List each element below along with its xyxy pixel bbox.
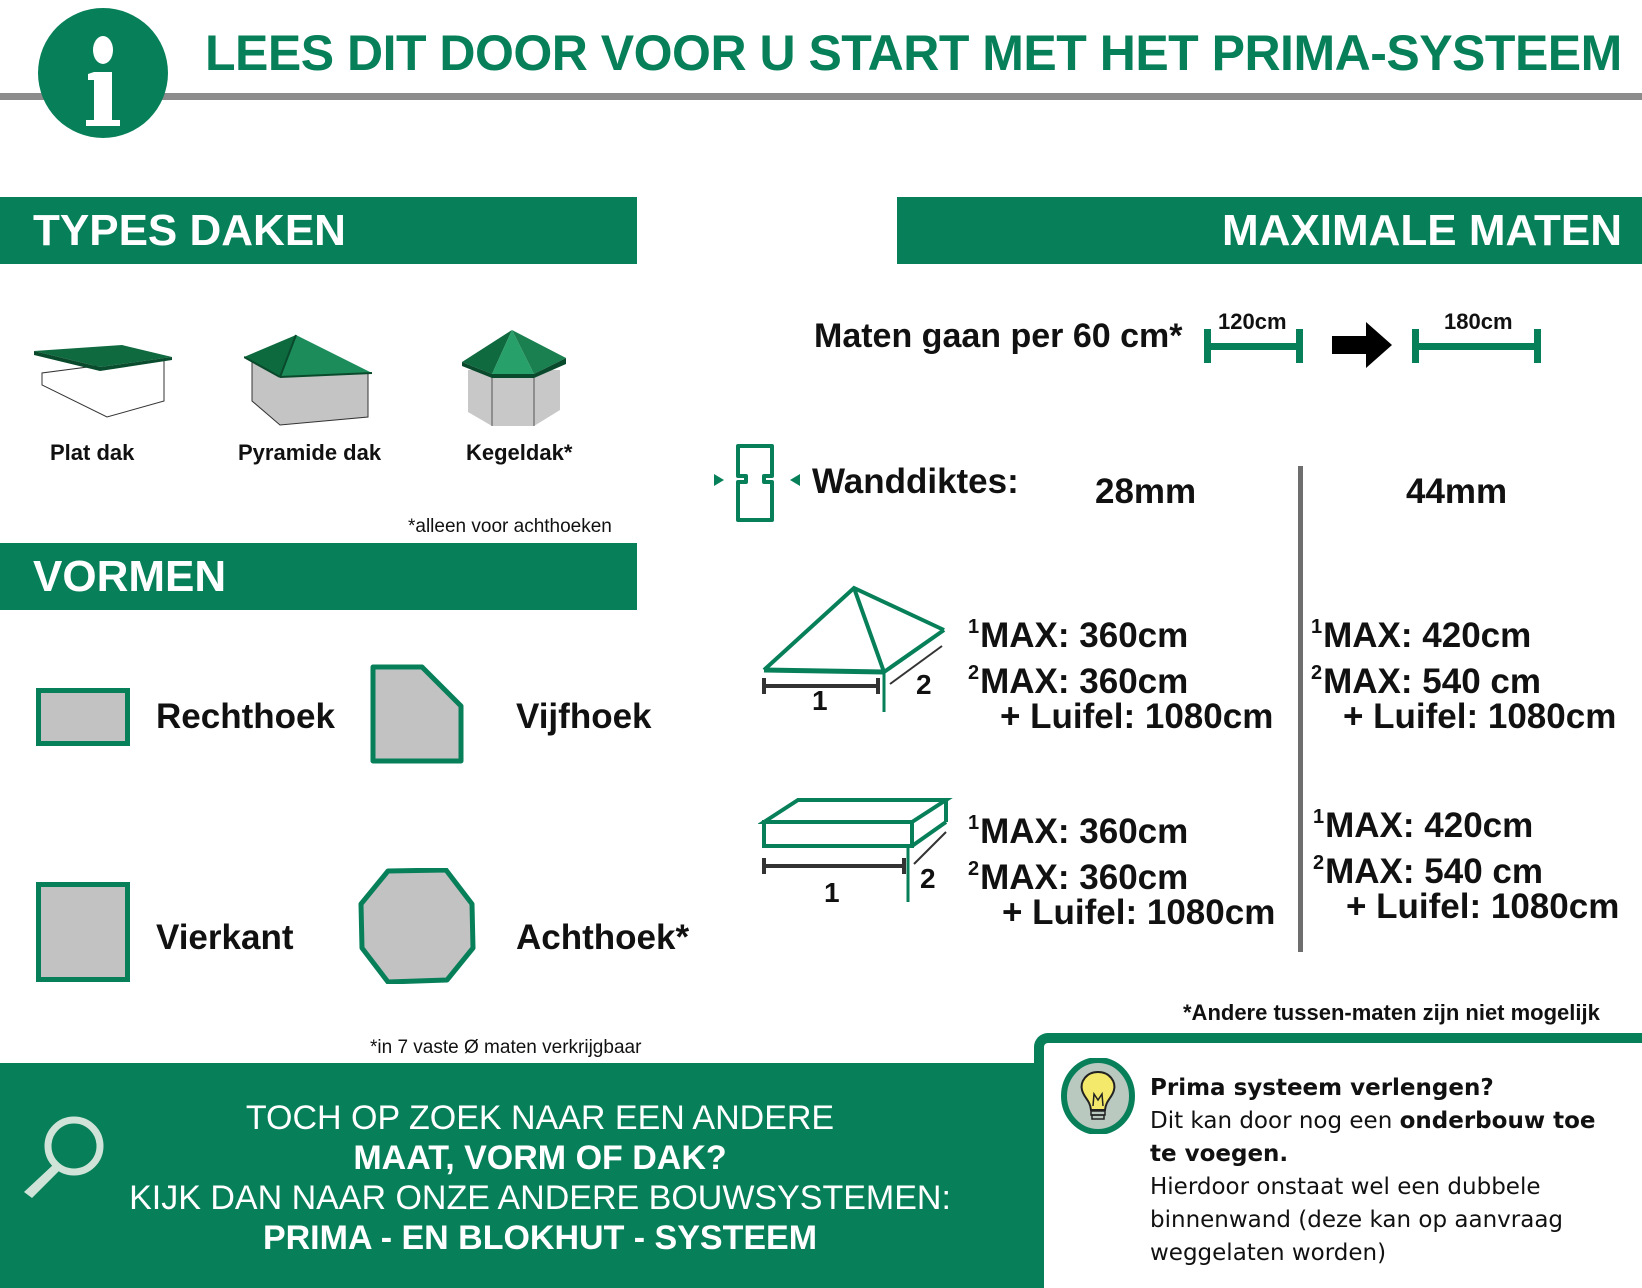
- row1-44-max1: $^1$MAX: 420cm: [1311, 616, 1532, 655]
- roof-label-kegeldak: Kegeldak*: [466, 440, 573, 465]
- svg-text:2: 2: [916, 669, 932, 700]
- wall-profile-icon: [712, 440, 802, 529]
- rectangle-shape-icon: [36, 688, 130, 751]
- thickness-44mm: 44mm: [1406, 472, 1508, 511]
- sizes-footnote: *Andere tussen-maten zijn niet mogelijk: [1183, 1000, 1600, 1025]
- svg-text:1: 1: [812, 685, 828, 714]
- thickness-28mm: 28mm: [1095, 472, 1197, 511]
- shape-footnote: *in 7 vaste Ø maten verkrijgbaar: [370, 1037, 642, 1058]
- row2-44-luifel: + Luifel: 1080cm: [1346, 887, 1620, 926]
- cta-line-1: TOCH OP ZOEK NAAR EEN ANDERE: [245, 1099, 835, 1137]
- info-icon: [38, 8, 168, 138]
- roof-footnote: *alleen voor achthoeken: [408, 516, 612, 537]
- header-divider-line: [0, 93, 1642, 100]
- tip-title: Prima systeem verlengen?: [1150, 1075, 1494, 1101]
- dimension-bar-120-icon: [1202, 327, 1306, 372]
- row1-44-luifel: + Luifel: 1080cm: [1343, 697, 1617, 736]
- pyramid-roof-outline-icon: [758, 584, 958, 719]
- svg-text:1: 1: [824, 877, 840, 908]
- flat-roof-icon: [32, 335, 172, 425]
- step-size-label: Maten gaan per 60 cm*: [814, 317, 1183, 355]
- cta-line-3: KIJK DAN NAAR ONZE ANDERE BOUWSYSTEMEN:: [129, 1179, 951, 1217]
- cone-roof-icon: [462, 330, 570, 428]
- arrow-right-icon: [1332, 322, 1394, 373]
- section-header-maximale-maten: MAXIMALE MATEN: [897, 197, 1642, 264]
- section-header-vormen: VORMEN: [0, 543, 637, 610]
- cta-line-2: MAAT, VORM OF DAK?: [353, 1139, 727, 1177]
- roof-label-plat-dak: Plat dak: [50, 440, 135, 465]
- row2-44-max2: $^2$MAX: 540 cm: [1313, 852, 1543, 891]
- row1-44-max2: $^2$MAX: 540 cm: [1311, 662, 1541, 701]
- row2-44-max1: $^1$MAX: 420cm: [1313, 806, 1534, 845]
- column-divider: [1298, 466, 1303, 952]
- shape-label-vijfhoek: Vijfhoek: [516, 697, 652, 736]
- pyramid-roof-icon: [244, 333, 380, 428]
- flat-roof-outline-icon: [758, 792, 958, 917]
- step-from-label: 120cm: [1218, 309, 1287, 334]
- tip-body-2: Hierdoor onstaat wel een dubbele binnenwand (deze kan op aanvraag weggelaten worden): [1150, 1174, 1564, 1266]
- page-title: LEES DIT DOOR VOOR U START MET HET PRIMA-SYSTEEM: [205, 25, 1622, 81]
- tip-text: [1150, 1072, 1630, 1270]
- svg-text:2: 2: [920, 863, 936, 894]
- wall-thickness-label: Wanddiktes:: [812, 462, 1019, 501]
- shape-label-vierkant: Vierkant: [156, 918, 294, 957]
- step-to-label: 180cm: [1444, 309, 1513, 334]
- shape-label-rechthoek: Rechthoek: [156, 697, 335, 736]
- lightbulb-icon: [1060, 1058, 1136, 1134]
- roof-label-pyramide-dak: Pyramide dak: [238, 440, 382, 465]
- section-header-types-daken: TYPES DAKEN: [0, 197, 637, 264]
- row2-28-luifel: + Luifel: 1080cm: [1002, 893, 1276, 932]
- square-shape-icon: [36, 882, 130, 987]
- shape-label-achthoek: Achthoek*: [516, 918, 690, 957]
- row1-28-max1: $^1$MAX: 360cm: [968, 616, 1189, 655]
- octagon-shape-icon: [358, 868, 476, 989]
- row1-28-max2: $^2$MAX: 360cm: [968, 662, 1189, 701]
- row2-28-max2: $^2$MAX: 360cm: [968, 858, 1189, 897]
- pentagon-shape-icon: [370, 664, 466, 769]
- dimension-bar-180-icon: [1410, 327, 1544, 372]
- tip-body-1: Dit kan door nog een onderbouw toe te voegen.: [1150, 1108, 1596, 1167]
- row1-28-luifel: + Luifel: 1080cm: [1000, 697, 1274, 736]
- cta-text: [60, 1098, 1020, 1258]
- row2-28-max1: $^1$MAX: 360cm: [968, 812, 1189, 851]
- cta-line-4: PRIMA - EN BLOKHUT - SYSTEEM: [262, 1219, 818, 1257]
